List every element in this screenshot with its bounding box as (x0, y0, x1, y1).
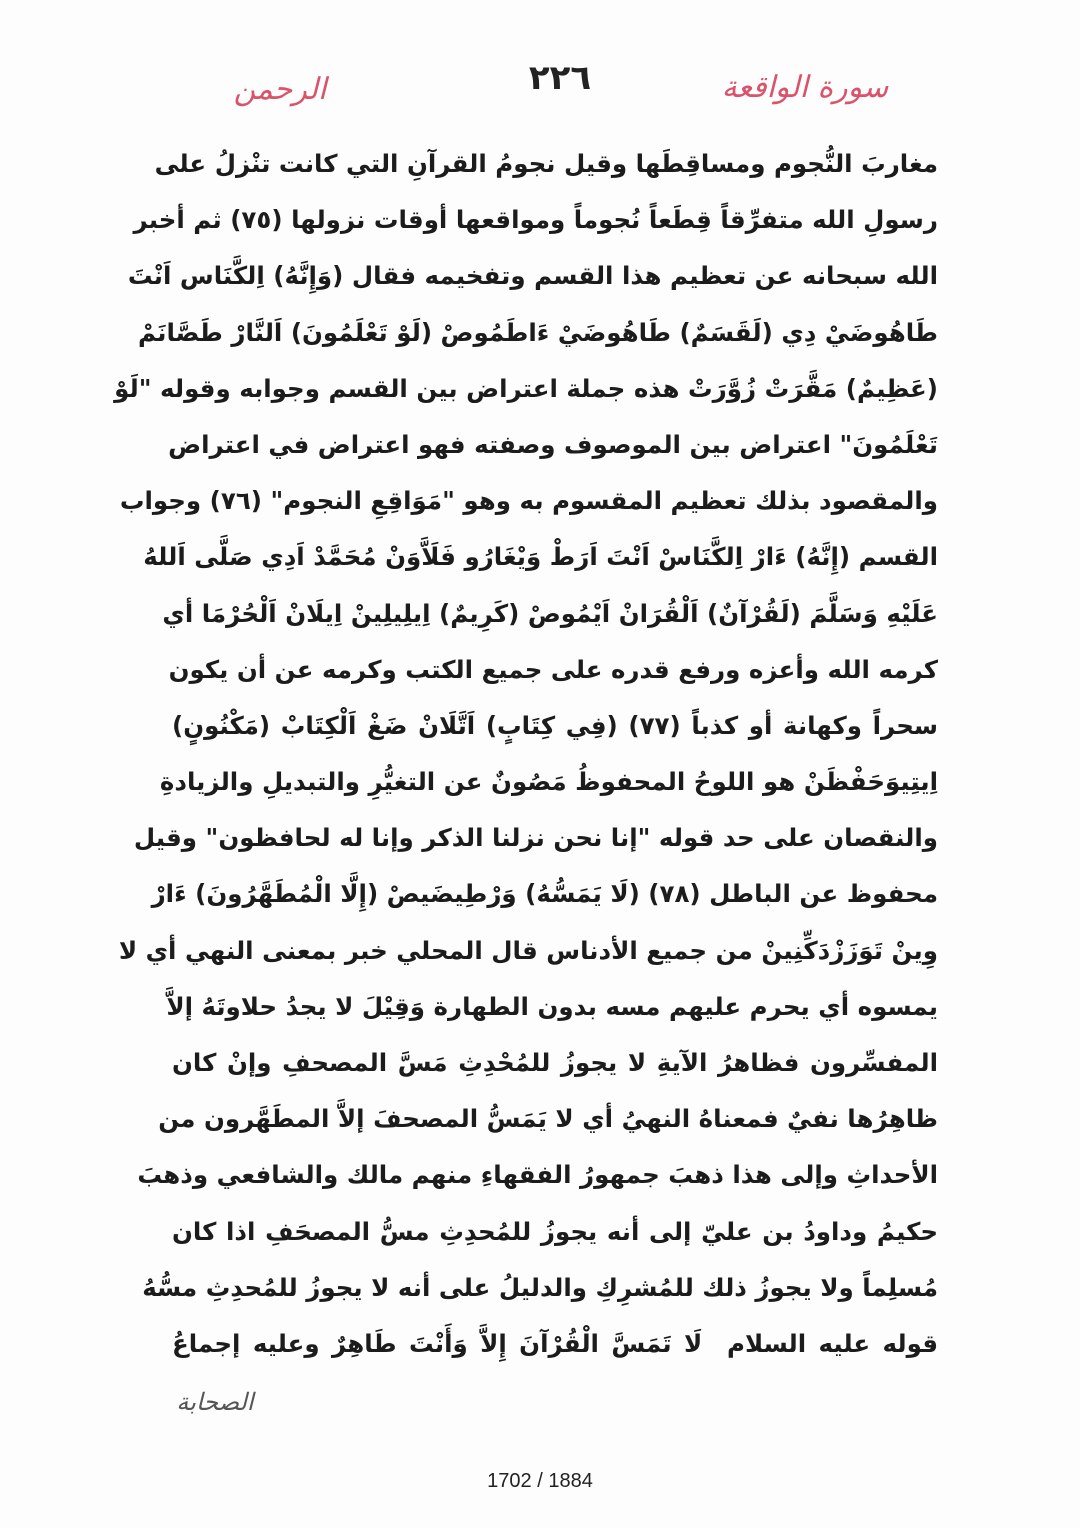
text-line: سحراً وكهانة أو كذباً (٧٧) (فِي كِتَابٍ) اَتَّلَانْ ضَغْ اَلْكِتَابْ (مَكْنُونٍ) (172, 710, 938, 740)
page-number: ٢٢٦ (528, 58, 592, 98)
text-line: تَعْلَمُونَ" اعتراض بين الموصوف وصفته فهو اعتراض في اعتراض (168, 429, 938, 459)
text-line: (عَظِيمٌ) مَقَّرَتْ زُوَّرَتْ هذه جملة اعتراض بين القسم وجوابه وقوله "لَوْ (114, 373, 938, 403)
handwritten-note-surah-rahman: الرحمن (233, 72, 327, 107)
text-line: ظاهِرُها نفيٌ فمعناهُ النهيُ أي لا يَمَسُّ المصحفَ إلاَّ المطَهَّرون من (158, 1104, 938, 1134)
text-line: طَاهُوضَيْ دِي (لَقَسَمٌ) طَاهُوضَيْ ءَاطَمُوصْ (لَوْ تَعْلَمُونَ) اَلنَّارْ طَصَّانَمْ (138, 317, 938, 347)
handwritten-note-surah-waqia: سورة الواقعة (721, 70, 889, 105)
text-line: الأحداثِ وإلى هذا ذهبَ جمهورُ الفقهاءِ منهم مالك والشافعي وذهبَ (137, 1160, 938, 1190)
text-line: كرمه الله وأعزه ورفع قدره على جميع الكتب وكرمه عن أن يكون (168, 654, 938, 684)
text-line: حكيمُ وداودُ بن عليّ إلى أنه يجوزُ للمُحدِثِ مسُّ المصحَفِ اذا كان (172, 1216, 938, 1246)
text-line: مُسلِماً ولا يجوزُ ذلك للمُشرِكِ والدليلُ على أنه لا يجوزُ للمُحدِثِ مسُّهُ (142, 1272, 938, 1302)
text-line: اِيتِيوَحَفْظَنْ هو اللوحُ المحفوظُ مَصُونٌ عن التغيُّرِ والتبديلِ والزيادةِ (159, 767, 938, 797)
text-line: المفسِّرون فظاهرُ الآيةِ لا يجوزُ للمُحْدِثِ مَسَّ المصحفِ وإنْ كان (172, 1048, 938, 1077)
text-line: عَلَيْهِ وَسَلَّمَ (لَقُرْآنٌ) اَلْقُرَانْ اَيْمُوصْ (كَرِيمٌ) اِيلِيلِينْ اِيلَانْ اَلْحُرْمَا أي (162, 598, 938, 628)
text-line: الله سبحانه عن تعظيم هذا القسم وتفخيمه فقال (وَإِنَّهُ) اِلكَّنَاس اَنْتَ (127, 261, 938, 291)
text-line: مغاربَ النُّجوم ومساقِطَها وقيل نجومُ القرآنِ التي كانت تنْزلُ على (154, 149, 938, 178)
body-text (114, 140, 938, 1376)
text-line: رسولِ الله متفرِّقاً قِطَعاً نُجوماً ومواقعها أوقات نزولها (٧٥) ثم أخبر (133, 205, 938, 235)
text-line: قوله عليه السلام لَا تَمَسَّ الْقُرْآنَ إِلاَّ وَأَنْتَ طَاهِرٌ وعليه إجماعُ (172, 1328, 938, 1358)
text-line: والمقصود بذلك تعظيم المقسوم به وهو "مَوَاقِعِ النجوم" (٧٦) وجواب (119, 486, 938, 516)
page-counter: 1702 / 1884 (487, 1470, 593, 1492)
text-line: وِينْ تَوَزَزْدَكِّنِينْ من جميع الأدناس قال المحلي خبر بمعنى النهي أي لا (118, 935, 938, 965)
text-line: محفوظ عن الباطل (٧٨) (لَا يَمَسُّهُ) وَرْطِيضَيصْ (إِلَّا الْمُطَهَّرُونَ) ءَارْ (151, 879, 938, 909)
handwritten-note-sahaba: الصحابة (176, 1388, 254, 1416)
text-line: يمسوه أي يحرم عليهم مسه بدون الطهارة وَقِيْلَ لا يجدُ حلاوتَهُ إلاَّ (166, 991, 938, 1021)
text-line: والنقصان على حد قوله "إنا نحن نزلنا الذكر وإنا له لحافظون" وقيل (133, 823, 938, 853)
text-line: القسم (إِنَّهُ) ءَارْ اِلكَّنَاسْ اَنْتَ اَرَطْ وَيْغَارُو فَلَاَّوَنْ مُحَمَّدْ اَدِي صَلَّى اَللهُ (143, 542, 938, 572)
